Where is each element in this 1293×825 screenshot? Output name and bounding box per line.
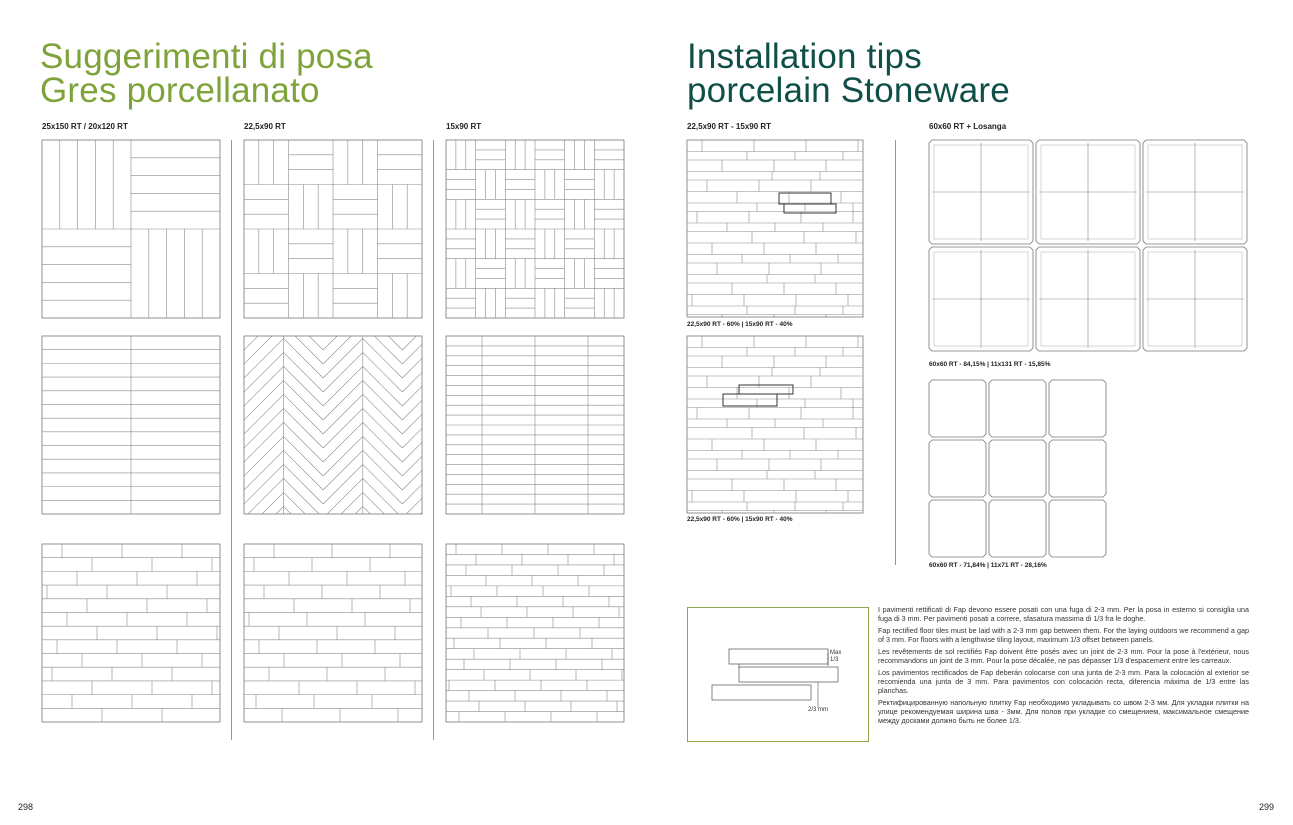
tile-outline <box>929 380 986 437</box>
tile-joint <box>561 72 601 112</box>
tile-joint <box>640 170 680 210</box>
tile-joint <box>640 702 680 742</box>
tile-joint <box>640 674 680 714</box>
tile-joint <box>640 660 680 700</box>
separator <box>895 140 896 565</box>
text-italian: I pavimenti rettificati di Fap devono essere posati con una fuga di 2-3 mm. Per la posa in esterno si consiglia una fuga di 3 mm. Per pavimenti posati a correre, sfasatura massima di 1/3 fra le doghe. <box>878 605 1249 623</box>
tile-joint <box>719 534 759 574</box>
tile-joint <box>640 240 680 280</box>
tile-joint <box>640 590 680 630</box>
tile-joint <box>402 16 442 56</box>
pattern-basketweave-small <box>446 140 624 318</box>
tile-joint <box>798 548 838 588</box>
tile-joint <box>640 324 680 364</box>
tile-joint <box>838 520 878 560</box>
title-english <box>687 37 1010 110</box>
tile-joint <box>719 520 759 560</box>
tile-outline <box>929 440 986 497</box>
tile-joint <box>482 30 522 70</box>
tile-joint <box>600 58 640 98</box>
pattern-mixed-offset-2 <box>687 336 863 513</box>
tile-joint <box>442 44 482 84</box>
pattern-offset-small <box>446 544 624 722</box>
tile-joint <box>719 562 759 602</box>
title-italian <box>40 37 373 110</box>
tile-joint <box>600 16 640 56</box>
text-french: Les revêtements de sol rectifiés Fap doivent être posés avec un joint de 2-3 mm. Pour la pose à l'extérieur, nous recommandons un joint de 3 mm. Pour la pose décalée, ne pas dépasser 1/3 d'espacement entre les carreaux. <box>878 647 1249 665</box>
tile-joint <box>561 100 601 140</box>
label-col3: 15x90 RT <box>446 122 482 131</box>
joint-max-text: Max <box>830 650 842 656</box>
title-italian-line2: Gres porcellanato <box>40 71 320 110</box>
tile-joint <box>640 422 680 462</box>
label-col5: 60x60 RT + Losanga <box>929 122 1007 131</box>
tile-joint <box>640 58 680 98</box>
tile-joint <box>482 72 522 112</box>
tile-joint <box>640 352 680 392</box>
tile-joint <box>640 100 680 140</box>
tile-outline <box>1049 380 1106 437</box>
tile-joint <box>640 16 680 56</box>
tile-joint <box>640 604 680 644</box>
tile-joint <box>640 282 680 322</box>
tile-joint <box>521 44 561 84</box>
tile-joint <box>482 58 522 98</box>
tile-joint <box>759 548 799 588</box>
tile-joint <box>521 58 561 98</box>
tile-joint <box>640 464 680 504</box>
title-english-line1: Installation tips <box>687 37 922 76</box>
tile-outline <box>723 394 777 406</box>
joint-diagram-drawing <box>688 608 868 741</box>
tile-outline <box>989 380 1046 437</box>
tile-joint <box>680 534 720 574</box>
tile-joint <box>482 16 522 56</box>
tile-joint <box>640 268 680 308</box>
tile-joint <box>640 646 680 686</box>
tile-joint <box>759 534 799 574</box>
tile-joint <box>600 100 640 140</box>
tile-joint <box>640 380 680 420</box>
tile-joint <box>561 44 601 84</box>
tile-joint <box>482 44 522 84</box>
tile-joint <box>482 86 522 126</box>
caption-mixed-2: 22,5x90 RT - 60% | 15x90 RT - 40% <box>687 516 793 523</box>
tile-outline <box>779 193 831 204</box>
tile-joint <box>640 534 680 574</box>
tile-joint <box>640 142 680 182</box>
tile-outline <box>989 440 1046 497</box>
tile-outline <box>244 336 422 514</box>
tile-joint <box>561 86 601 126</box>
tile-joint <box>482 100 522 140</box>
joint-diagram <box>687 607 869 742</box>
tile-joint <box>640 310 680 350</box>
tile-joint <box>640 366 680 406</box>
title-english-line2: porcelain Stoneware <box>687 71 1010 110</box>
tile-joint <box>640 506 680 546</box>
tile-joint <box>442 86 482 126</box>
tile-joint <box>640 394 680 434</box>
tile-joint <box>402 86 442 126</box>
tile-outline <box>1049 440 1106 497</box>
caption-losanga-1: 60x60 RT - 84,15% | 11x131 RT - 15,85% <box>929 361 1051 368</box>
tile-outline <box>739 385 793 394</box>
tile-joint <box>600 72 640 112</box>
tile-joint <box>798 562 838 602</box>
tile-joint <box>640 562 680 602</box>
installation-text <box>878 605 1249 728</box>
label-col2: 22,5x90 RT <box>244 122 286 131</box>
tile-joint <box>561 58 601 98</box>
tile-joint <box>719 548 759 588</box>
tile-joint <box>402 30 442 70</box>
tile-joint <box>442 30 482 70</box>
tile-joint <box>640 576 680 616</box>
tile-joint <box>521 100 561 140</box>
page-number-left: 298 <box>18 802 34 812</box>
tile-joint <box>640 618 680 658</box>
tile-joint <box>640 44 680 84</box>
tile-joint <box>640 114 680 154</box>
tile-joint <box>640 86 680 126</box>
tile-outline <box>989 500 1046 557</box>
tile-joint <box>402 58 442 98</box>
joint-max-fraction: 1/3 <box>830 656 839 663</box>
tile-outline <box>929 500 986 557</box>
pattern-basketweave-large <box>42 140 220 318</box>
tile-joint <box>561 16 601 56</box>
text-english: Fap rectified floor tiles must be laid with a 2-3 mm gap between them. For the laying outdoors we recommend a gap of 3 mm. For floors with a lengthwise tiling layout, maximum 1/3 offset between panels. <box>878 626 1249 644</box>
tile-joint <box>600 30 640 70</box>
tile-outline <box>1049 500 1106 557</box>
tile-joint <box>402 44 442 84</box>
tile-joint <box>838 562 878 602</box>
tile-joint <box>640 156 680 196</box>
tile-joint <box>521 30 561 70</box>
tile-outline <box>42 544 220 722</box>
tile-joint <box>640 688 680 728</box>
tile-joint <box>798 520 838 560</box>
tile-joint <box>442 72 482 112</box>
tile-joint <box>759 562 799 602</box>
tile-joint <box>680 520 720 560</box>
pattern-offset-large <box>42 544 220 722</box>
tile-joint <box>640 436 680 476</box>
pattern-offset-medium <box>244 544 422 722</box>
pattern-straight-small <box>446 336 624 514</box>
tile-joint <box>640 478 680 518</box>
pattern-losanga-large <box>929 140 1251 357</box>
pattern-mixed-offset-1 <box>687 140 863 317</box>
page-number-right: 299 <box>1259 802 1275 812</box>
tile-joint <box>640 30 680 70</box>
tile-joint <box>402 100 442 140</box>
tile-joint <box>640 184 680 224</box>
tile-joint <box>640 254 680 294</box>
tile-joint <box>759 520 799 560</box>
tile-joint <box>798 534 838 574</box>
tile-joint <box>521 86 561 126</box>
tile-joint <box>442 16 482 56</box>
text-russian: Ректифицированную напольную плитку Fap необходимо укладывать со швом 2-3 мм. Для укладки плитки на улице рекомендуемая ширина шва - 3мм. Для полов при укладке со смещением, максимальное смещение между досками должно быть не более 1/3. <box>878 698 1249 725</box>
tile-joint <box>640 212 680 252</box>
tile-joint <box>640 520 680 560</box>
tile-outline <box>446 544 624 722</box>
tile-joint <box>640 548 680 588</box>
tile-joint <box>442 100 482 140</box>
tile-joint <box>521 16 561 56</box>
joint-max-label <box>830 650 841 663</box>
tile-joint <box>640 198 680 238</box>
tile-joint <box>402 72 442 112</box>
tile-joint <box>680 562 720 602</box>
tile-joint <box>640 128 680 168</box>
tile-joint <box>640 72 680 112</box>
tile-joint <box>640 632 680 672</box>
tile-joint <box>561 30 601 70</box>
tile-joint <box>640 450 680 490</box>
pattern-basketweave-medium <box>244 140 422 318</box>
tile-joint <box>640 296 680 336</box>
caption-losanga-2: 60x60 RT - 71,84% | 11x71 RT - 28,16% <box>929 562 1047 569</box>
label-col1: 25x150 RT / 20x120 RT <box>42 122 128 131</box>
title-italian-line1: Suggerimenti di posa <box>40 37 373 76</box>
tile-joint <box>640 408 680 448</box>
tile-joint <box>640 338 680 378</box>
tile-joint <box>838 534 878 574</box>
caption-mixed-1: 22,5x90 RT - 60% | 15x90 RT - 40% <box>687 321 793 328</box>
pattern-herringbone <box>244 336 422 514</box>
tile-joint <box>680 548 720 588</box>
tile-joint <box>600 44 640 84</box>
pattern-losanga-small <box>929 380 1107 558</box>
tile-joint <box>640 226 680 266</box>
tile-joint <box>600 86 640 126</box>
joint-gap-label: 2/3 mm <box>808 707 829 713</box>
pattern-straight-large <box>42 336 220 514</box>
separator <box>231 140 232 740</box>
tile-joint <box>838 548 878 588</box>
separator <box>433 140 434 740</box>
text-spanish: Los pavimentos rectificados de Fap deberán colocarse con una junta de 2-3 mm. Para la colocación al exterior se recomienda una junta de 3 mm. Para pavimentos con colocación recta, diferencia máxima de 1/3 entre las planchas. <box>878 668 1249 695</box>
label-col4: 22,5x90 RT - 15x90 RT <box>687 122 772 131</box>
tile-joint <box>442 58 482 98</box>
tile-joint <box>640 492 680 532</box>
tile-joint <box>521 72 561 112</box>
